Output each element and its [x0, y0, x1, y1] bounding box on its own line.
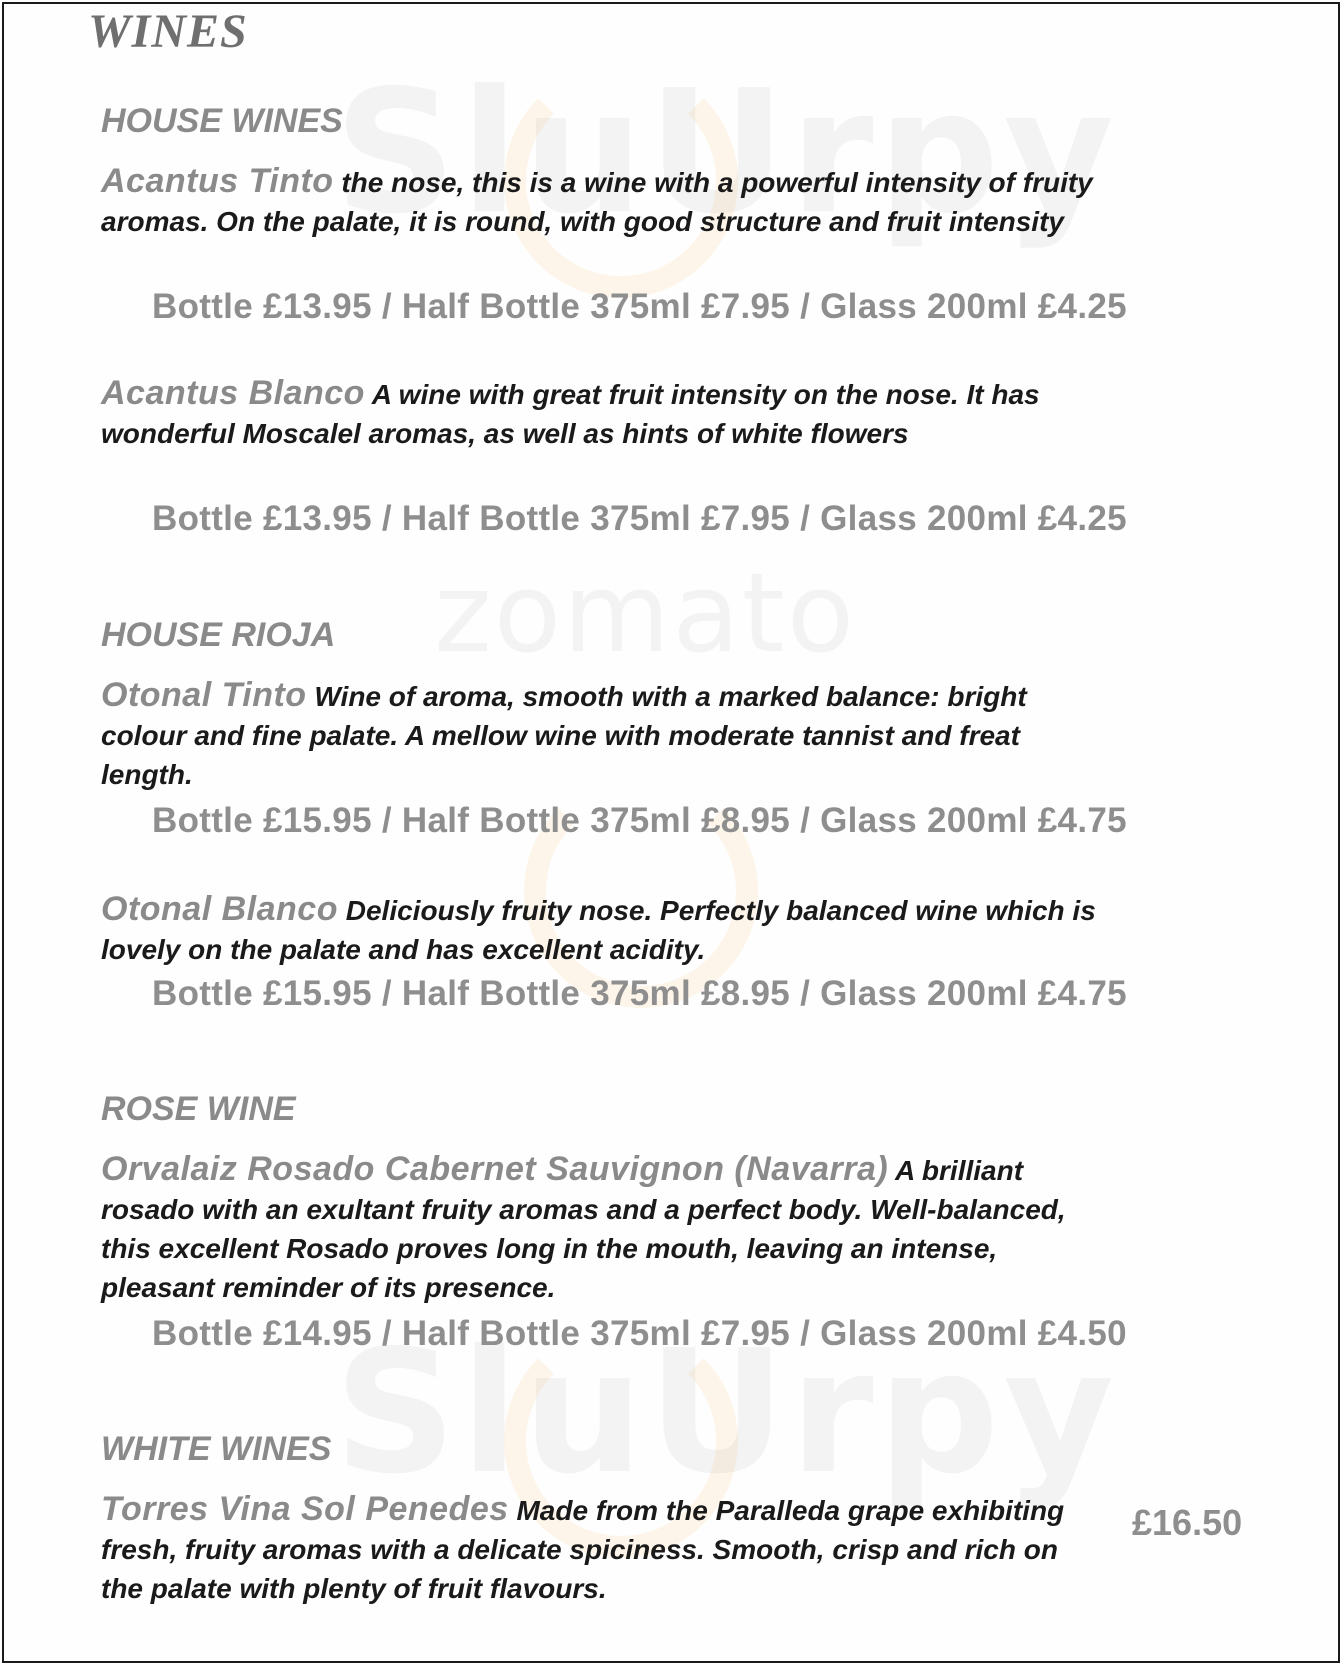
wine-item	[101, 162, 1111, 241]
wine-name: Otonal Tinto	[101, 676, 307, 714]
wine-description: Wine of aroma, smooth with a marked balance: bright colour and fine palate. A mellow wine with moderate tannist and freat length.	[101, 681, 1027, 790]
wine-name: Orvalaiz Rosado Cabernet Sauvignon (Navarra)	[101, 1150, 889, 1188]
section-heading: ROSE WINE	[101, 1090, 296, 1128]
page-title: WINES	[88, 5, 248, 58]
wine-price: Bottle £15.95 / Half Bottle 375ml £8.95 / Glass 200ml £4.75	[152, 801, 1127, 840]
wine-description: Made from the Paralleda grape exhibiting fresh, fruity aromas with a delicate spiciness. Smooth, crisp and rich on the palate with plenty of fruit flavours.	[101, 1495, 1065, 1604]
wine-name: Otonal Blanco	[101, 890, 338, 928]
wine-price: Bottle £14.95 / Half Bottle 375ml £7.95 / Glass 200ml £4.50	[152, 1314, 1127, 1353]
section-heading: WHITE WINES	[101, 1430, 332, 1468]
wine-name: Acantus Tinto	[101, 162, 334, 200]
watermark-logo	[434, 549, 856, 677]
wine-item	[101, 676, 1111, 794]
wine-item	[101, 1490, 1076, 1608]
wine-price: Bottle £13.95 / Half Bottle 375ml £7.95 / Glass 200ml £4.25	[152, 287, 1127, 326]
wine-price: £16.50	[1132, 1502, 1243, 1543]
wine-name: Torres Vina Sol Penedes	[101, 1490, 509, 1528]
wine-description: A wine with great fruit intensity on the nose. It has wonderful Moscalel aromas, as well as hints of white flowers	[101, 379, 1040, 449]
wine-description: the nose, this is a wine with a powerful intensity of fruity aromas. On the palate, it is round, with good structure and fruit intensity	[101, 167, 1093, 237]
wine-item	[101, 1150, 1111, 1307]
section-heading: HOUSE WINES	[101, 102, 343, 140]
wine-item	[101, 890, 1111, 969]
section-heading: HOUSE RIOJA	[101, 616, 336, 654]
wine-price: Bottle £13.95 / Half Bottle 375ml £7.95 / Glass 200ml £4.25	[152, 499, 1127, 538]
wine-item	[101, 374, 1111, 453]
wine-description: Deliciously fruity nose. Perfectly balanced wine which is lovely on the palate and has excellent acidity.	[101, 895, 1096, 965]
wine-name: Acantus Blanco	[101, 374, 365, 412]
wine-description: A brilliant rosado with an exultant fruity aromas and a perfect body. Well-balanced, this excellent Rosado proves long in the mouth, leaving an intense, pleasant reminder of its presence.	[101, 1155, 1066, 1303]
wine-price: Bottle £15.95 / Half Bottle 375ml £8.95 / Glass 200ml £4.75	[152, 974, 1127, 1013]
